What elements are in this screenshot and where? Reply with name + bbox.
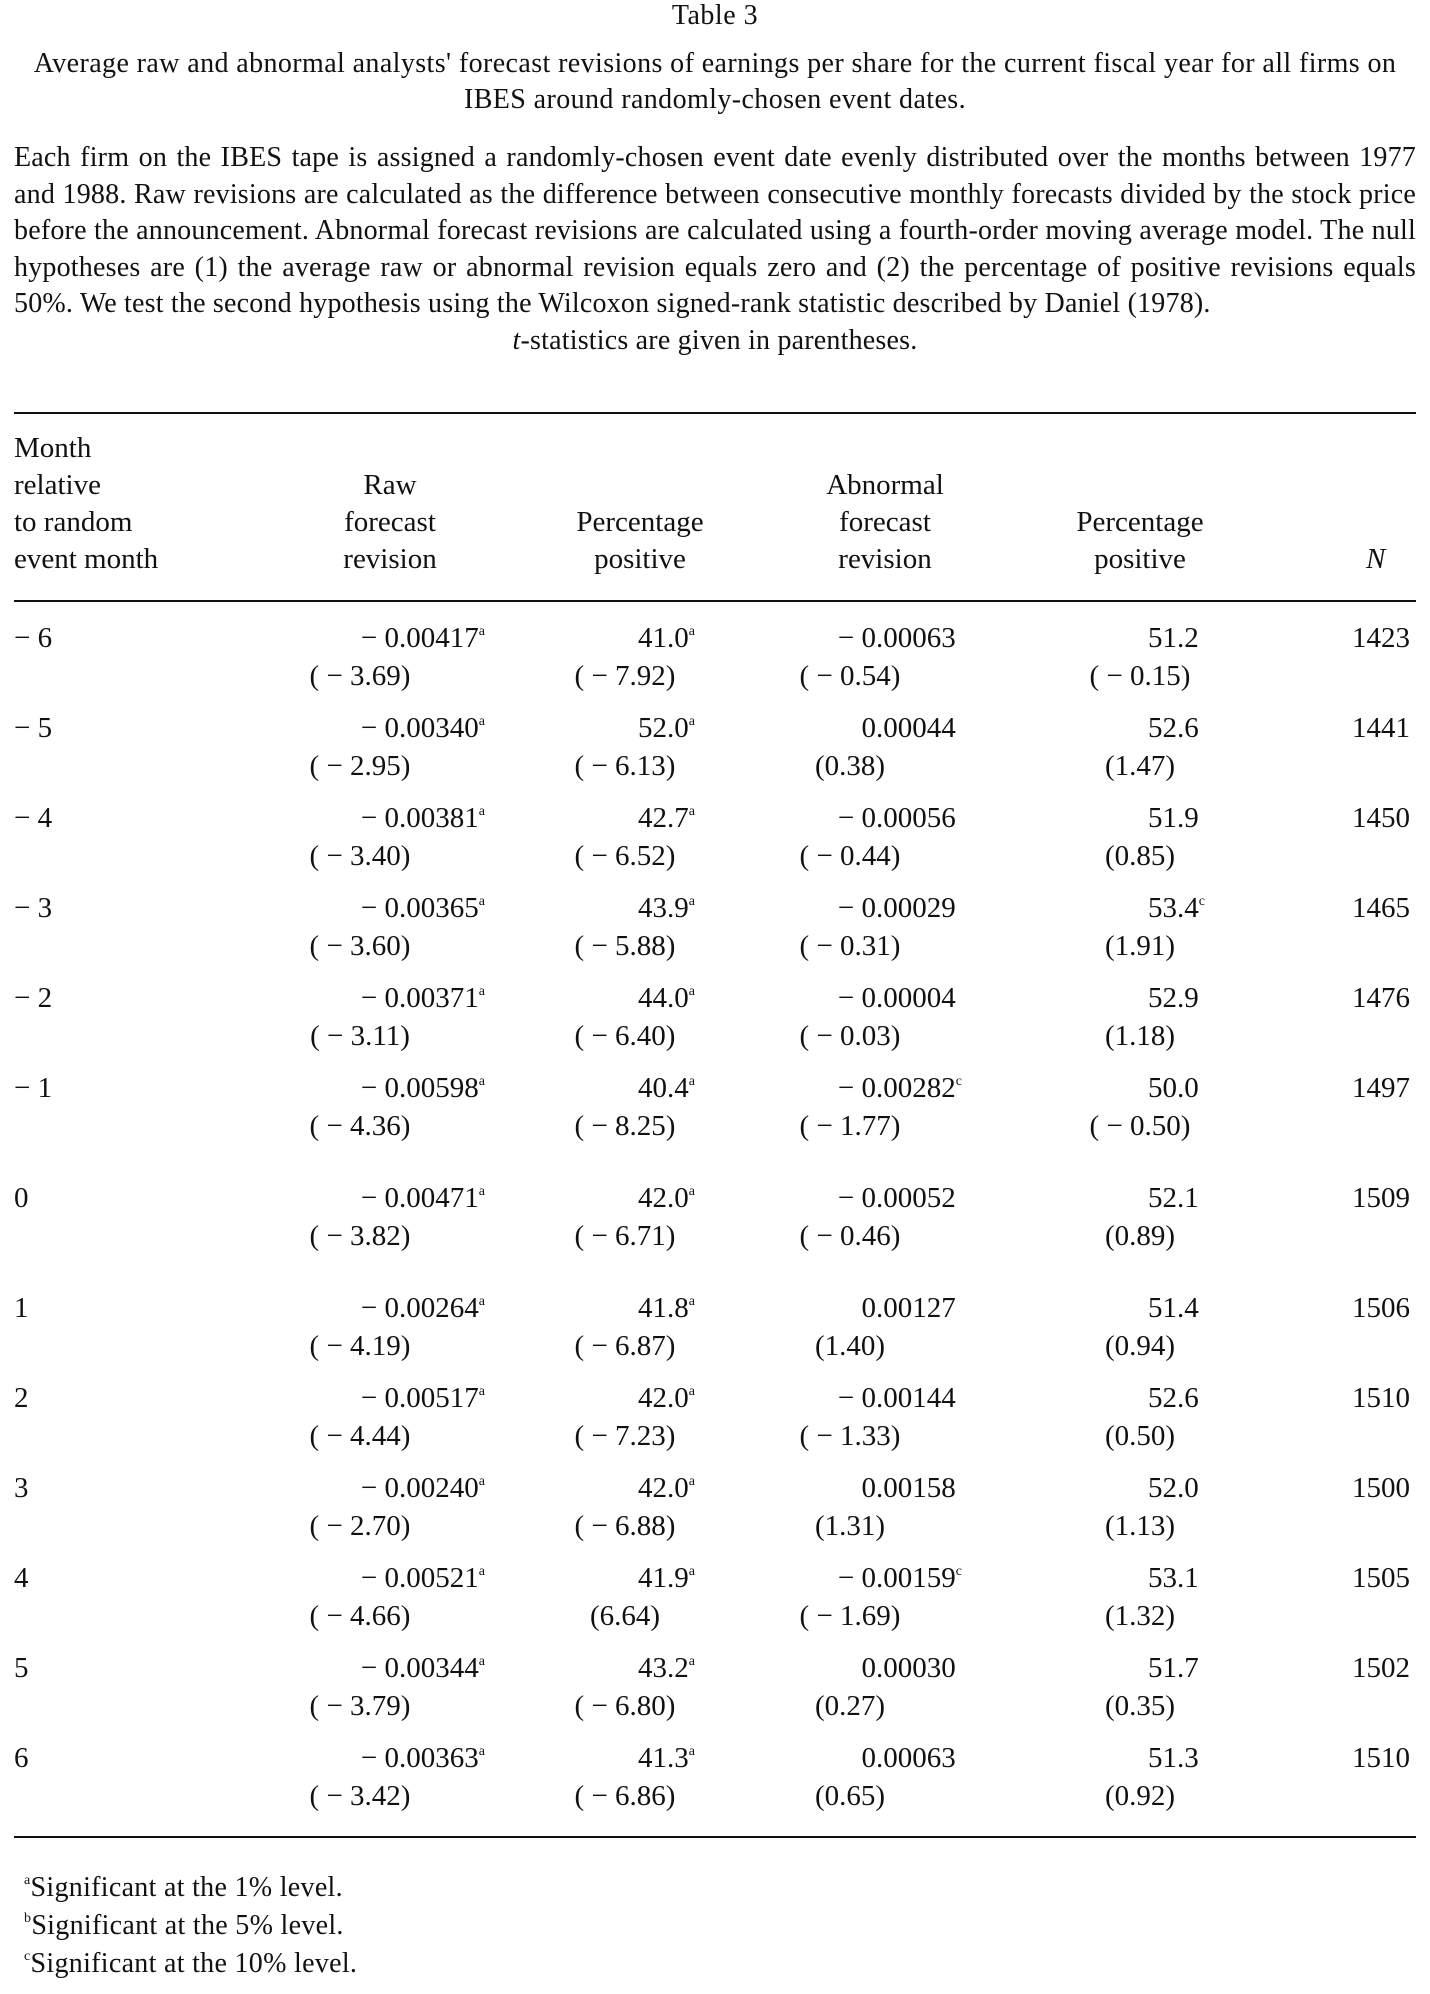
cell-abnormal-pct-tstat: (0.89) [1104, 1220, 1176, 1252]
cell-abnormal-pct-tstat: (1.18) [1104, 1020, 1176, 1052]
cell-month: 0 [14, 1182, 29, 1214]
header-pct1-line: Percentage [576, 506, 704, 538]
header-month [14, 430, 158, 578]
cell-abnormal-pct-positive: 52.9 [1148, 982, 1199, 1014]
cell-abnormal-revision: − 0.00056 [837, 802, 956, 834]
top-rule [14, 412, 1416, 414]
cell-raw-pct-tstat: ( − 6.80) [574, 1690, 676, 1722]
cell-raw-tstat: ( − 4.36) [309, 1110, 411, 1142]
cell-raw-pct-positive: 42.0$^a$ [638, 1472, 695, 1504]
cell-abnormal-pct-tstat: (0.85) [1104, 840, 1176, 872]
cell-raw-tstat: ( − 3.82) [309, 1220, 411, 1252]
cell-raw-pct-positive: 42.7$^a$ [638, 802, 695, 834]
cell-raw-pct-tstat: ( − 6.86) [574, 1780, 676, 1812]
cell-abnormal-tstat: ( − 0.03) [799, 1020, 901, 1052]
cell-n: 1465 [1352, 892, 1410, 924]
description-last-line: t-statistics are given in parentheses. [512, 324, 918, 356]
cell-abnormal-pct-positive: 52.6 [1148, 712, 1199, 744]
bottom-rule [14, 1836, 1416, 1838]
cell-abnormal-pct-tstat: (0.35) [1104, 1690, 1176, 1722]
header-pct2 [1040, 504, 1240, 578]
cell-abnormal-revision: − 0.00029 [837, 892, 956, 924]
header-raw-line: revision [343, 543, 437, 575]
footnote: $^b$Significant at the 5% level. [24, 1910, 344, 1941]
cell-n: 1423 [1352, 622, 1410, 654]
cell-month: − 1 [14, 1072, 53, 1104]
cell-month: 4 [14, 1562, 29, 1594]
cell-raw-revision: − 0.00598$^a$ [360, 1072, 485, 1104]
cell-abnormal-tstat: (0.38) [814, 750, 886, 782]
cell-n: 1510 [1352, 1382, 1410, 1414]
table-caption: Average raw and abnormal analysts' forecast revisions of earnings per share for the current fiscal year for all firms on IBES around randomly-chosen event dates. [33, 48, 1397, 115]
header-month-line: relative [14, 469, 101, 501]
cell-abnormal-revision: − 0.00144 [837, 1382, 956, 1414]
cell-abnormal-pct-tstat: ( − 0.15) [1089, 660, 1191, 692]
cell-raw-pct-tstat: ( − 6.52) [574, 840, 676, 872]
header-abnormal-line: forecast [839, 506, 931, 538]
header-pct1-line: positive [594, 543, 686, 575]
cell-raw-pct-positive: 52.0$^a$ [638, 712, 695, 744]
cell-raw-tstat: ( − 3.11) [310, 1020, 410, 1052]
cell-abnormal-pct-positive: 53.1 [1148, 1562, 1199, 1594]
cell-raw-pct-tstat: ( − 6.87) [574, 1330, 676, 1362]
cell-abnormal-pct-tstat: (0.50) [1104, 1420, 1176, 1452]
cell-raw-revision: − 0.00365$^a$ [360, 892, 485, 924]
cell-raw-pct-positive: 44.0$^a$ [638, 982, 695, 1014]
header-month-line: event month [14, 543, 159, 575]
cell-n: 1500 [1352, 1472, 1410, 1504]
table-title: Table 3 [671, 0, 759, 31]
cell-month: − 4 [14, 802, 53, 834]
cell-abnormal-revision: 0.00127 [861, 1292, 956, 1324]
cell-abnormal-tstat: ( − 0.46) [799, 1220, 901, 1252]
cell-abnormal-tstat: ( − 1.77) [799, 1110, 901, 1142]
cell-raw-tstat: ( − 3.60) [309, 930, 411, 962]
cell-abnormal-pct-positive: 53.4$^c$ [1148, 892, 1205, 924]
table-description [14, 140, 1416, 359]
header-raw [300, 467, 480, 578]
cell-raw-pct-tstat: ( − 8.25) [574, 1110, 676, 1142]
footnote: $^c$Significant at the 10% level. [24, 1948, 358, 1979]
cell-abnormal-pct-tstat: ( − 0.50) [1089, 1110, 1191, 1142]
header-month-line: Month [14, 432, 92, 464]
cell-abnormal-pct-tstat: (0.94) [1104, 1330, 1176, 1362]
cell-raw-tstat: ( − 4.44) [309, 1420, 411, 1452]
cell-abnormal-tstat: ( − 1.69) [799, 1600, 901, 1632]
header-abnormal-line: Abnormal [826, 469, 944, 501]
cell-raw-tstat: ( − 2.95) [309, 750, 411, 782]
cell-raw-tstat: ( − 4.66) [309, 1600, 411, 1632]
cell-abnormal-tstat: (1.31) [814, 1510, 886, 1542]
cell-abnormal-revision: − 0.00282$^c$ [837, 1072, 962, 1104]
header-abnormal-line: revision [838, 543, 932, 575]
header-pct2-line: Percentage [1076, 506, 1204, 538]
description-body: Each firm on the IBES tape is assigned a randomly-chosen event date evenly distributed over the months between 1977 and 1988. Raw revisions are calculated as the difference between consecutive monthly forecasts divided by the stock price before the announcement. Abnormal forecast revisions are calculated using a fourth-order moving average model. The null hypotheses are (1) the average raw or abnormal revision equals zero and (2) the percentage of positive revisions equals 50%. We test the second hypothesis using the Wilcoxon signed-rank statistic described by Daniel (1978). [14, 142, 1416, 319]
cell-raw-pct-positive: 40.4$^a$ [638, 1072, 695, 1104]
cell-raw-pct-positive: 43.9$^a$ [638, 892, 695, 924]
cell-abnormal-pct-positive: 52.0 [1148, 1472, 1199, 1504]
cell-abnormal-tstat: ( − 0.44) [799, 840, 901, 872]
cell-abnormal-pct-tstat: (0.92) [1104, 1780, 1176, 1812]
cell-raw-pct-positive: 42.0$^a$ [638, 1382, 695, 1414]
cell-raw-revision: − 0.00381$^a$ [360, 802, 485, 834]
cell-raw-pct-positive: 41.8$^a$ [638, 1292, 695, 1324]
cell-abnormal-pct-positive: 50.0 [1148, 1072, 1199, 1104]
cell-n: 1506 [1352, 1292, 1410, 1324]
cell-raw-pct-positive: 42.0$^a$ [638, 1182, 695, 1214]
cell-raw-tstat: ( − 3.42) [309, 1780, 411, 1812]
cell-raw-pct-tstat: ( − 6.13) [574, 750, 676, 782]
cell-n: 1510 [1352, 1742, 1410, 1774]
cell-raw-revision: − 0.00344$^a$ [360, 1652, 485, 1684]
cell-month: − 3 [14, 892, 53, 924]
cell-abnormal-pct-tstat: (1.32) [1104, 1600, 1176, 1632]
cell-month: 6 [14, 1742, 29, 1774]
cell-month: 1 [14, 1292, 29, 1324]
cell-raw-pct-tstat: ( − 5.88) [574, 930, 676, 962]
cell-abnormal-revision: 0.00158 [861, 1472, 956, 1504]
cell-abnormal-revision: − 0.00063 [837, 622, 956, 654]
cell-n: 1502 [1352, 1652, 1410, 1684]
cell-abnormal-revision: 0.00044 [861, 712, 956, 744]
header-abnormal [790, 467, 980, 578]
cell-abnormal-pct-positive: 52.6 [1148, 1382, 1199, 1414]
cell-abnormal-pct-positive: 52.1 [1148, 1182, 1199, 1214]
cell-raw-revision: − 0.00363$^a$ [360, 1742, 485, 1774]
cell-raw-pct-positive: 41.9$^a$ [638, 1562, 695, 1594]
cell-abnormal-pct-positive: 51.3 [1148, 1742, 1199, 1774]
header-pct2-line: positive [1094, 543, 1186, 575]
cell-raw-tstat: ( − 3.79) [309, 1690, 411, 1722]
cell-month: − 5 [14, 712, 53, 744]
cell-abnormal-pct-positive: 51.2 [1148, 622, 1199, 654]
cell-raw-pct-tstat: ( − 6.40) [574, 1020, 676, 1052]
cell-raw-revision: − 0.00240$^a$ [360, 1472, 485, 1504]
cell-abnormal-revision: 0.00063 [861, 1742, 956, 1774]
cell-abnormal-tstat: ( − 1.33) [799, 1420, 901, 1452]
cell-raw-revision: − 0.00471$^a$ [360, 1182, 485, 1214]
cell-raw-tstat: ( − 4.19) [309, 1330, 411, 1362]
cell-raw-revision: − 0.00371$^a$ [360, 982, 485, 1014]
cell-raw-revision: − 0.00521$^a$ [360, 1562, 485, 1594]
cell-month: 3 [14, 1472, 29, 1504]
cell-abnormal-revision: − 0.00052 [837, 1182, 956, 1214]
cell-abnormal-pct-positive: 51.9 [1148, 802, 1199, 834]
cell-raw-pct-tstat: ( − 6.71) [574, 1220, 676, 1252]
cell-raw-tstat: ( − 2.70) [309, 1510, 411, 1542]
cell-n: 1450 [1352, 802, 1410, 834]
cell-raw-revision: − 0.00264$^a$ [360, 1292, 485, 1324]
cell-abnormal-pct-tstat: (1.91) [1104, 930, 1176, 962]
cell-raw-pct-positive: 41.3$^a$ [638, 1742, 695, 1774]
cell-abnormal-pct-positive: 51.7 [1148, 1652, 1199, 1684]
header-n: N [1366, 543, 1386, 575]
description-last-line-text: -statistics are given in parentheses. [520, 324, 918, 356]
cell-month: − 2 [14, 982, 53, 1014]
cell-raw-pct-positive: 41.0$^a$ [638, 622, 695, 654]
cell-raw-revision: − 0.00517$^a$ [360, 1382, 485, 1414]
cell-abnormal-tstat: (0.27) [814, 1690, 886, 1722]
header-raw-line: Raw [363, 469, 417, 501]
cell-raw-pct-tstat: ( − 7.23) [574, 1420, 676, 1452]
cell-abnormal-revision: − 0.00159$^c$ [837, 1562, 962, 1594]
cell-month: 2 [14, 1382, 29, 1414]
cell-raw-pct-tstat: ( − 6.88) [574, 1510, 676, 1542]
cell-n: 1476 [1352, 982, 1410, 1014]
header-month-line: to random [14, 506, 133, 538]
cell-abnormal-tstat: (1.40) [814, 1330, 886, 1362]
cell-n: 1505 [1352, 1562, 1410, 1594]
cell-month: − 6 [14, 622, 53, 654]
cell-abnormal-tstat: ( − 0.54) [799, 660, 901, 692]
cell-abnormal-revision: − 0.00004 [837, 982, 956, 1014]
cell-abnormal-pct-tstat: (1.47) [1104, 750, 1176, 782]
cell-raw-tstat: ( − 3.69) [309, 660, 411, 692]
cell-raw-revision: − 0.00417$^a$ [360, 622, 485, 654]
cell-abnormal-tstat: ( − 0.31) [799, 930, 901, 962]
cell-month: 5 [14, 1652, 29, 1684]
cell-raw-pct-positive: 43.2$^a$ [638, 1652, 695, 1684]
header-raw-line: forecast [344, 506, 436, 538]
footnote: $^a$Significant at the 1% level. [24, 1872, 343, 1903]
header-rule [14, 600, 1416, 602]
cell-abnormal-pct-positive: 51.4 [1148, 1292, 1199, 1324]
cell-n: 1441 [1352, 712, 1410, 744]
cell-raw-pct-tstat: ( − 7.92) [574, 660, 676, 692]
cell-abnormal-tstat: (0.65) [814, 1780, 886, 1812]
cell-raw-pct-tstat: (6.64) [589, 1600, 661, 1632]
cell-raw-revision: − 0.00340$^a$ [360, 712, 485, 744]
cell-abnormal-pct-tstat: (1.13) [1104, 1510, 1176, 1542]
cell-n: 1497 [1352, 1072, 1410, 1104]
cell-n: 1509 [1352, 1182, 1410, 1214]
header-pct1 [540, 504, 740, 578]
cell-abnormal-revision: 0.00030 [861, 1652, 956, 1684]
cell-raw-tstat: ( − 3.40) [309, 840, 411, 872]
